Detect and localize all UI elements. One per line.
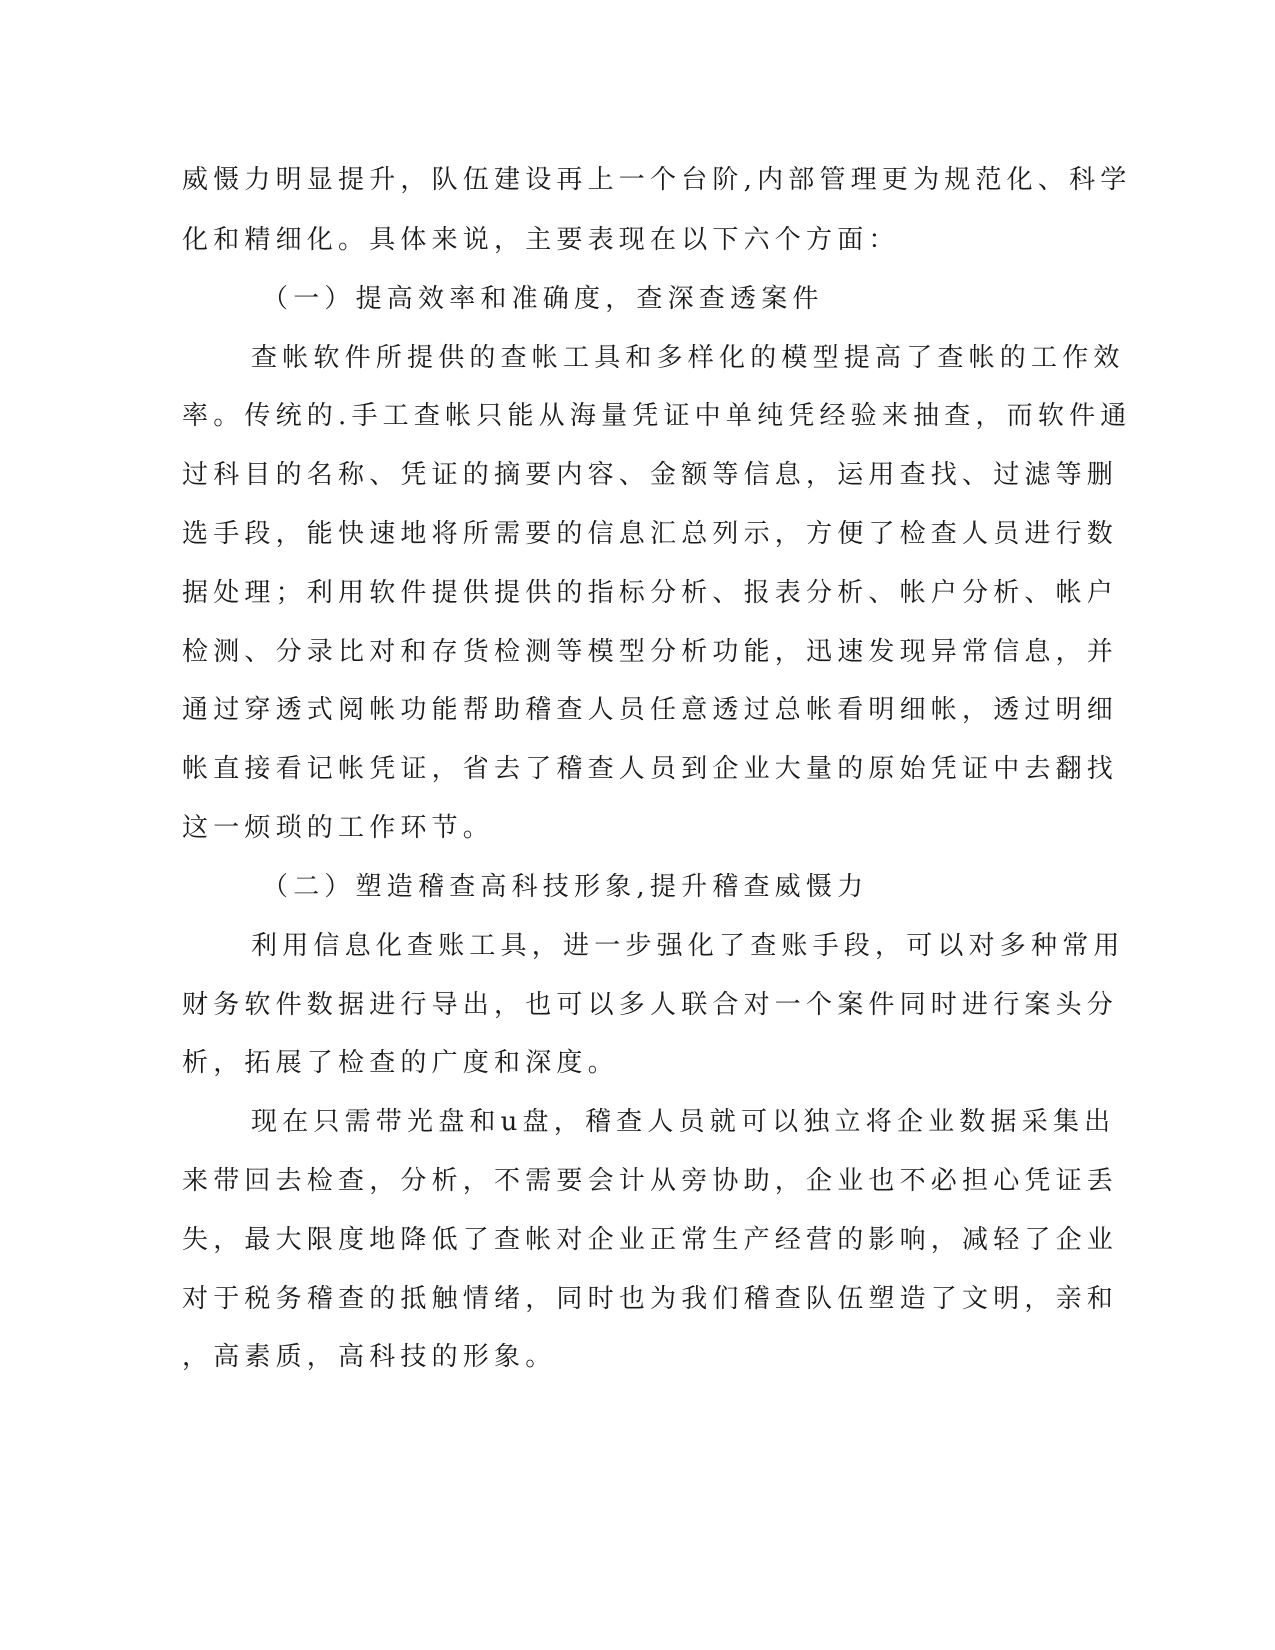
text-line: 查帐软件所提供的查帐工具和多样化的模型提高了查帐的工作效 (251, 343, 1125, 373)
text-line: 财务软件数据进行导出，也可以多人联合对一个案件同时进行案头分 (182, 990, 1119, 1020)
text-line: 据处理；利用软件提供提供的指标分析、报表分析、帐户分析、帐户 (182, 578, 1119, 608)
text-line: 析，拓展了检查的广度和深度。 (182, 1048, 619, 1078)
text-line: 率。传统的.手工查帐只能从海量凭证中单纯凭经验来抽查，而软件通 (182, 401, 1132, 431)
text-line: 帐直接看记帐凭证，省去了稽查人员到企业大量的原始凭证中去翻找 (182, 754, 1119, 784)
text-line: ，高素质，高科技的形象。 (182, 1342, 557, 1372)
text-line: 化和精细化。具体来说，主要表现在以下六个方面： (182, 225, 900, 255)
section-heading: （一）提高效率和准确度，查深查透案件 (262, 284, 824, 314)
text-line: 失，最大限度地降低了查帐对企业正常生产经营的影响，减轻了企业 (182, 1225, 1119, 1255)
text-line: 这一烦琐的工作环节。 (182, 813, 495, 843)
text-line: 选手段，能快速地将所需要的信息汇总列示，方便了检查人员进行数 (182, 519, 1119, 549)
text-line: 检测、分录比对和存货检测等模型分析功能，迅速发现异常信息，并 (182, 637, 1119, 667)
text-line: 对于税务稽查的抵触情绪，同时也为我们稽查队伍塑造了文明，亲和 (182, 1284, 1119, 1314)
text-line: 利用信息化查账工具，进一步强化了查账手段，可以对多种常用 (251, 931, 1125, 961)
text-line: 现在只需带光盘和u盘，稽查人员就可以独立将企业数据采集出 (251, 1107, 1116, 1137)
text-line: 过科目的名称、凭证的摘要内容、金额等信息，运用查找、过滤等删 (182, 460, 1119, 490)
text-line: 通过穿透式阅帐功能帮助稽查人员任意透过总帐看明细帐，透过明细 (182, 695, 1119, 725)
section-heading: （二）塑造稽查高科技形象,提升稽查威慑力 (262, 872, 869, 902)
text-line: 来带回去检查，分析，不需要会计从旁协助，企业也不必担心凭证丢 (182, 1166, 1119, 1196)
text-line: 威慑力明显提升，队伍建设再上一个台阶,内部管理更为规范化、科学 (182, 165, 1132, 195)
